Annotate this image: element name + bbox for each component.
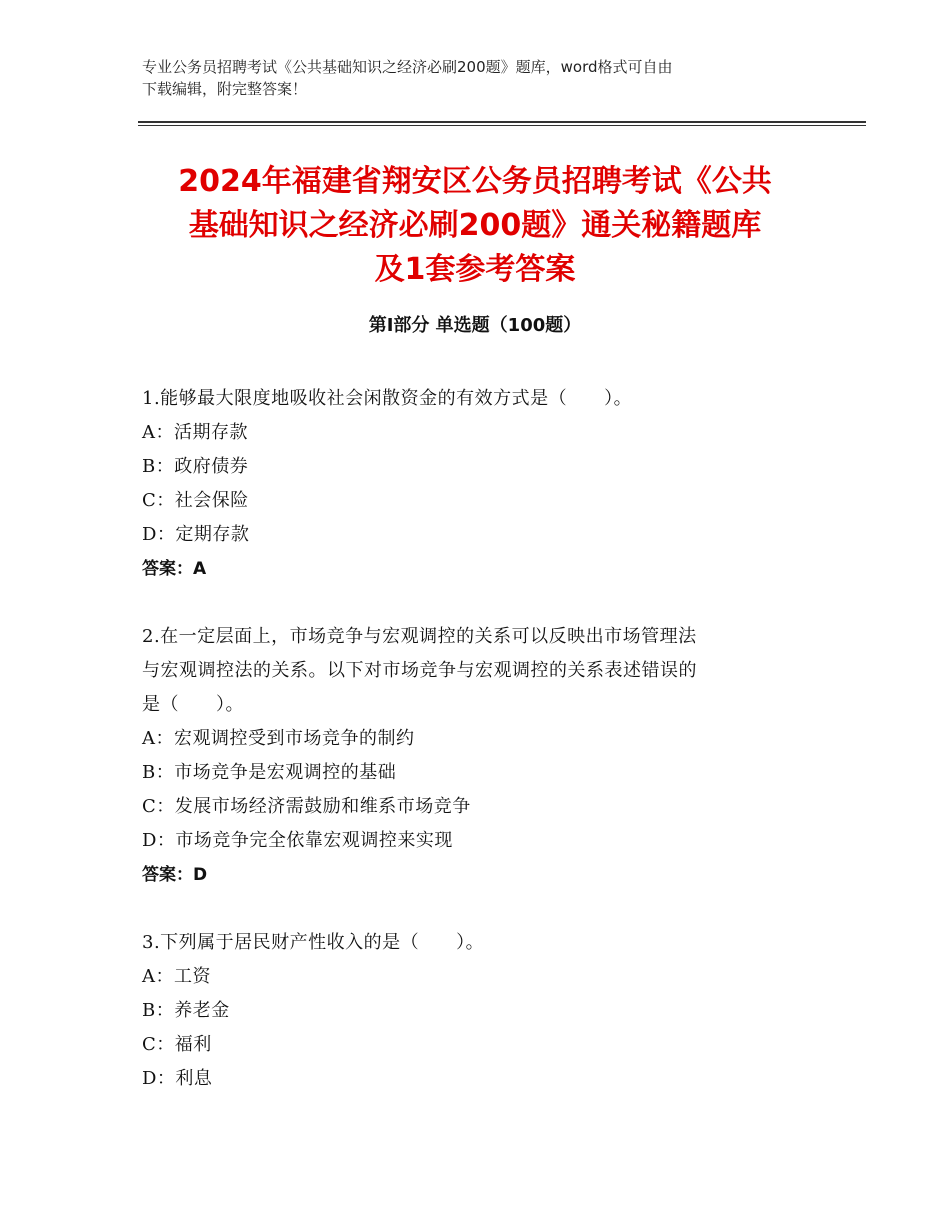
option-d: D：定期存款 <box>142 524 250 545</box>
section-heading: 第Ⅰ部分 单选题（100题） <box>368 315 582 336</box>
question-stem: 1.能够最大限度地吸收社会闲散资金的有效方式是（ ）。 <box>142 388 633 409</box>
document-title <box>120 160 830 292</box>
question-1 <box>142 382 802 586</box>
header-note-line-1: 专业公务员招聘考试《公共基础知识之经济必刷200题》题库，word格式可自由 <box>142 58 673 76</box>
header-note-line-2: 下载编辑，附完整答案！ <box>142 80 308 98</box>
question-stem: 3.下列属于居民财产性收入的是（ ）。 <box>142 932 485 953</box>
title-line-1: 2024年福建省翔安区公务员招聘考试《公共 <box>178 164 772 199</box>
option-b: B：市场竞争是宏观调控的基础 <box>142 762 397 783</box>
option-a: A：宏观调控受到市场竞争的制约 <box>142 728 415 749</box>
option-c: C：福利 <box>142 1034 212 1055</box>
option-b: B：政府债券 <box>142 456 249 477</box>
header-note <box>142 56 802 100</box>
title-line-3: 及1套参考答案 <box>374 252 576 287</box>
question-2 <box>142 620 802 892</box>
question-stem-line-1: 2.在一定层面上，市场竞争与宏观调控的关系可以反映出市场管理法 <box>142 626 697 647</box>
option-a: A：活期存款 <box>142 422 248 443</box>
title-line-2: 基础知识之经济必刷200题》通关秘籍题库 <box>188 208 762 243</box>
question-stem-line-2: 与宏观调控法的关系。以下对市场竞争与宏观调控的关系表述错误的 <box>142 660 697 681</box>
question-3 <box>142 926 802 1096</box>
answer-label: 答案：D <box>142 865 208 885</box>
option-d: D：利息 <box>142 1068 213 1089</box>
option-c: C：发展市场经济需鼓励和维系市场竞争 <box>142 796 471 817</box>
option-b: B：养老金 <box>142 1000 230 1021</box>
question-list <box>142 382 802 1130</box>
answer-label: 答案：A <box>142 559 207 579</box>
question-stem-line-3: 是（ ）。 <box>142 694 244 715</box>
option-d: D：市场竞争完全依靠宏观调控来实现 <box>142 830 453 851</box>
option-c: C：社会保险 <box>142 490 249 511</box>
option-a: A：工资 <box>142 966 211 987</box>
header-divider <box>138 121 866 123</box>
